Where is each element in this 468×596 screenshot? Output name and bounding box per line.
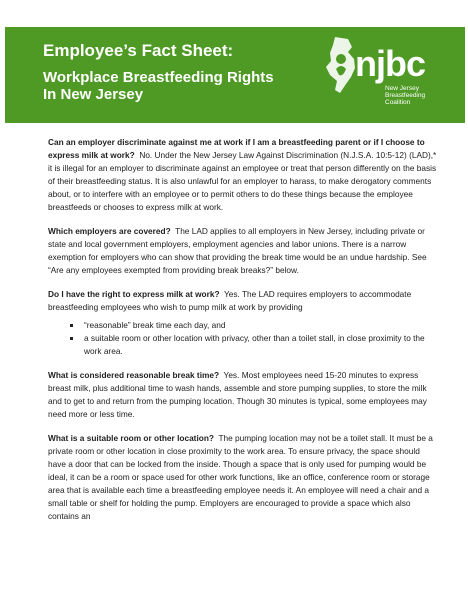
faq-question: Can an employer discriminate against me at work if I am a breastfeeding parent or if I choose to express milk at work? <box>48 137 425 160</box>
page-title: Employee’s Fact Sheet: <box>43 41 234 60</box>
logo-line: Coalition <box>385 99 411 106</box>
faq-paragraph <box>48 369 440 421</box>
faq-question: What is a suitable room or other location? <box>48 433 214 443</box>
bullet-list <box>48 319 440 358</box>
faq-paragraph <box>48 225 440 277</box>
faq-answer: The LAD applies to all employers in New Jersey, including private or state and local government employers, employment agencies and labor unions. There is a narrow exemption for employers who can show that providing the break time would be an undue hardship. See “Are any employees exempted from providing break breaks?” below. <box>48 226 427 275</box>
header-banner <box>5 27 465 123</box>
list-item: a suitable room or other location with privacy, other than a toilet stall, in close proximity to the work area. <box>70 332 440 358</box>
faq-answer: Yes. The LAD requires employers to accommodate breastfeeding employees who wish to pump milk at work by providing <box>48 289 412 312</box>
njbc-logo <box>321 35 451 115</box>
faq-answer: The pumping location may not be a toilet stall. It must be a private room or other location in close proximity to the work area. To ensure privacy, the space should have a door that can be locked from the inside. Though a space that is only used for pumping would be ideal, it can be a room or space used for other work functions, like an office, conference room or storage area that is available each time a breastfeeding employee needs it. An employee will need a chair and a small table or shelf for holding the pump. Employers are encouraged to provide a space which also contains an <box>48 433 433 521</box>
faq-paragraph <box>48 288 440 314</box>
faq-paragraph <box>48 432 440 523</box>
faq-question: What is considered reasonable break time? <box>48 370 220 380</box>
faq-answer: Yes. Most employees need 15-20 minutes to express breast milk, plus additional time to wash hands, assemble and store pumping supplies, to store the milk and to get to and return from the pumping location. Though 30 minutes is typical, some employees may need more or less time. <box>48 370 427 419</box>
faq-question: Do I have the right to express milk at work? <box>48 289 220 299</box>
fact-sheet-body <box>48 136 440 534</box>
faq-question: Which employers are covered? <box>48 226 171 236</box>
faq-paragraph <box>48 136 440 214</box>
logo-wordmark: njbc <box>355 43 426 84</box>
list-item: “reasonable” break time each day, and <box>70 319 440 332</box>
faq-answer: No. Under the New Jersey Law Against Discrimination (N.J.S.A. 10:5-12) (LAD),* it is illegal for an employer to discriminate against an employee or treat that person differently on the basis of their breastfeeding status. It is also unlawful for an employer to harass, to make derogatory comments about, or to interfere with an employee or to permit others to do these things because the employee breastfeeds or chooses to express milk at work. <box>48 150 437 212</box>
logo-subtitle <box>385 85 451 106</box>
logo-line: Breastfeeding <box>385 92 426 99</box>
page-subtitle: Workplace Breastfeeding Rights In New Jersey <box>43 69 274 103</box>
logo-line: New Jersey <box>385 85 419 92</box>
